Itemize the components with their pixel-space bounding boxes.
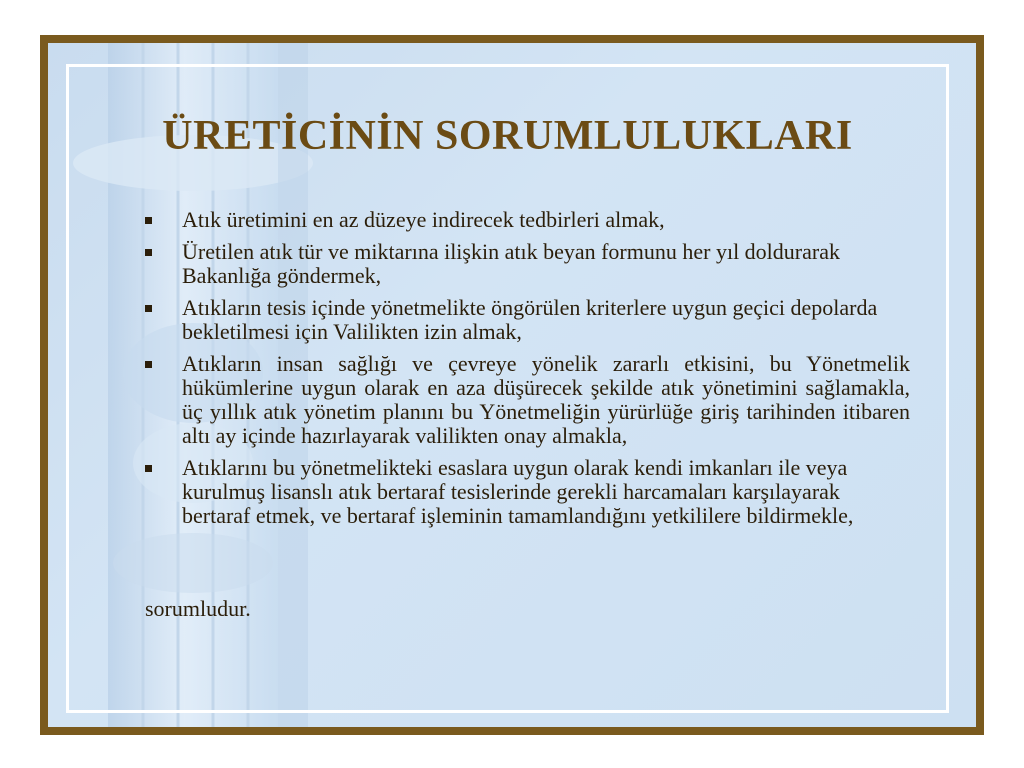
closing-text: sorumludur. bbox=[145, 596, 251, 621]
responsibility-list bbox=[145, 208, 910, 536]
list-item-text: Üretilen atık tür ve miktarına ilişkin atık beyan formunu her yıl doldurarak Bakanlığa göndermek, bbox=[182, 239, 840, 288]
square-bullet-icon bbox=[145, 361, 152, 368]
square-bullet-icon bbox=[145, 217, 152, 224]
square-bullet-icon bbox=[145, 305, 152, 312]
square-bullet-icon bbox=[145, 465, 152, 472]
list-item bbox=[145, 240, 910, 288]
square-bullet-icon bbox=[145, 249, 152, 256]
list-item bbox=[145, 352, 910, 448]
list-item bbox=[145, 456, 910, 528]
list-item-text: Atıkların tesis içinde yönetmelikte öngörülen kriterlere uygun geçici depolarda bekletilmesi için Valilikten izin almak, bbox=[182, 295, 878, 344]
list-item-text: Atıkların insan sağlığı ve çevreye yönelik zararlı etkisini, bu Yönetmelik hükümlerine uygun olarak en aza düşürecek şekilde atık yönetimini sağlamakla, üç yıllık atık yönetim planını bu Yönetmeliğin yürürlüğe giriş tarihinden itibaren altı ay içinde hazırlayarak valilikten onay almakla, bbox=[182, 351, 910, 448]
list-item-text: Atıklarını bu yönetmelikteki esaslara uygun olarak kendi imkanları ile veya kurulmuş lisanslı atık bertaraf tesislerinde gerekli harcamaları karşılayarak bertaraf etmek, ve bertaraf işleminin tamamlandığını yetkililere bildirmekle, bbox=[182, 455, 854, 528]
list-item bbox=[145, 296, 910, 344]
list-item bbox=[145, 208, 910, 232]
slide-title: ÜRETİCİNİN SORUMLULUKLARI bbox=[162, 113, 853, 159]
list-item-text: Atık üretimini en az düzeye indirecek tedbirleri almak, bbox=[182, 207, 665, 232]
